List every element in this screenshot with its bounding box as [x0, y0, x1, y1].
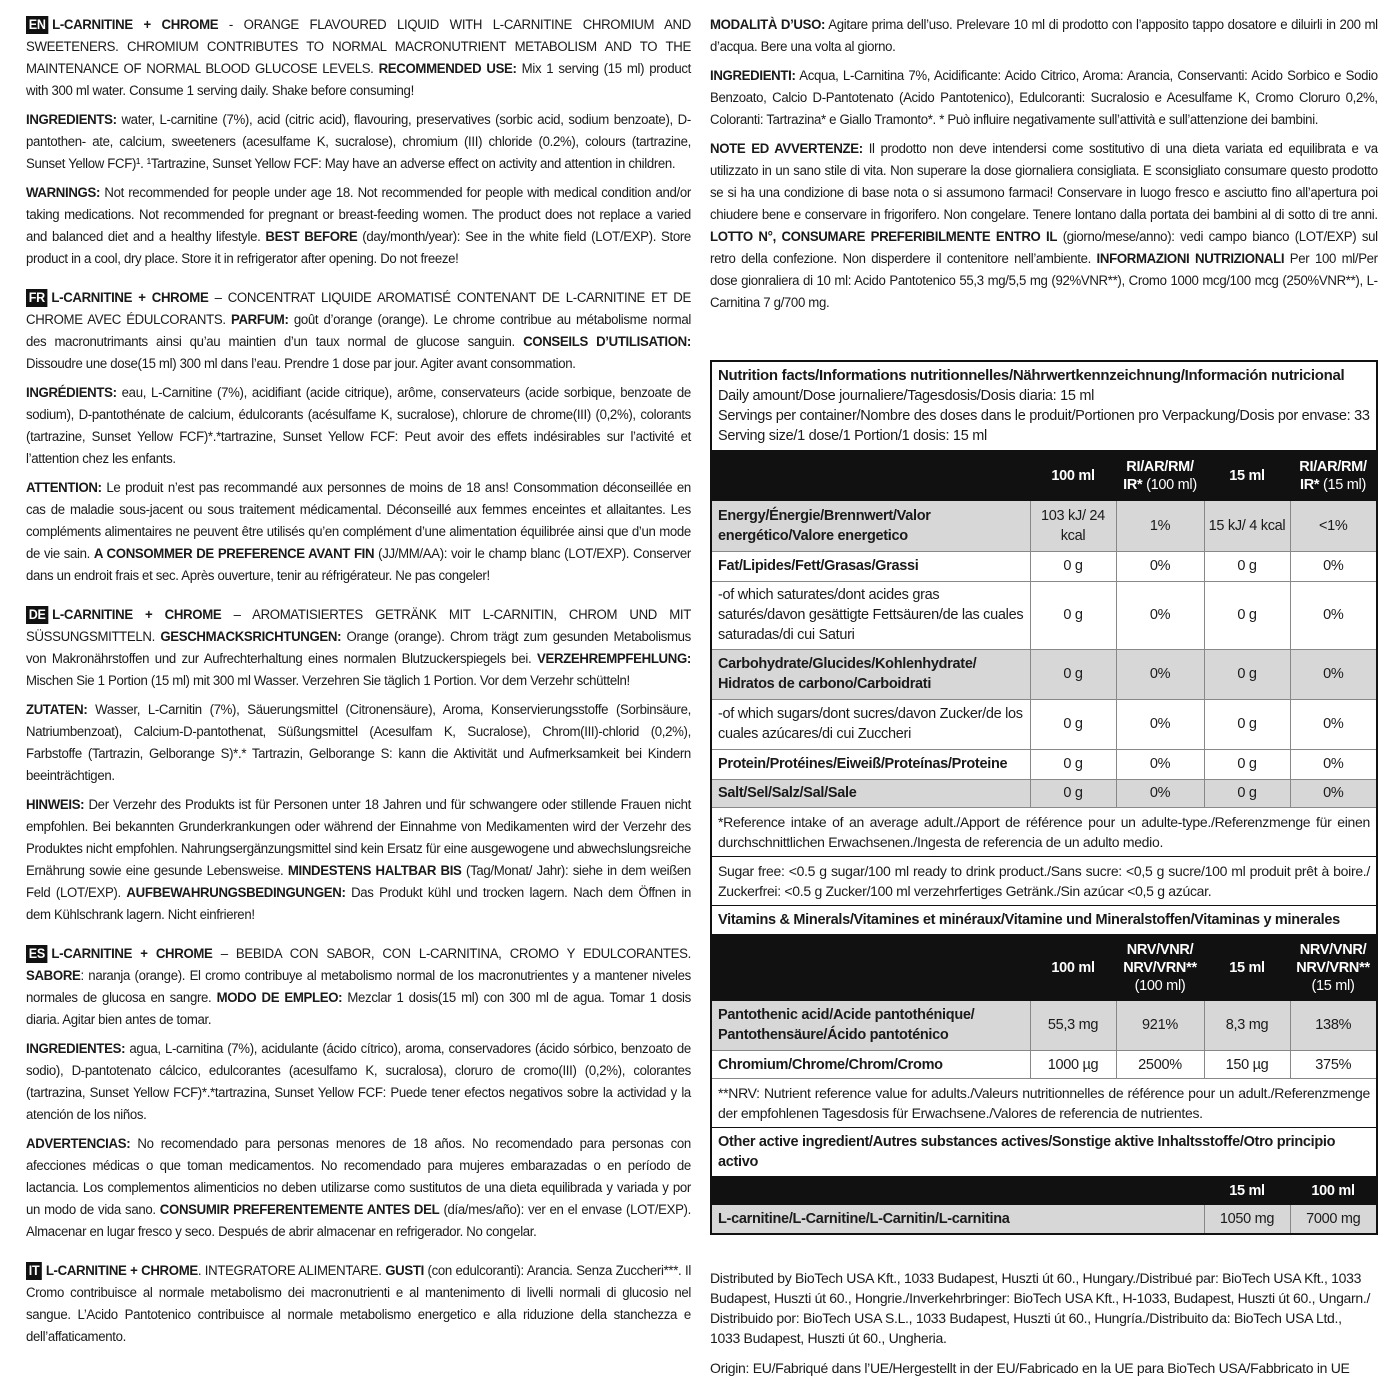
- row-ri-15: 0%: [1290, 699, 1376, 749]
- vheader-nrv-100-a: NRV/VNR/: [1126, 941, 1194, 958]
- section-fr: [26, 287, 691, 587]
- section-it-start: [26, 1260, 691, 1348]
- en-use-label: RECOMMENDED USE:: [378, 61, 517, 77]
- it-intro: [26, 1260, 691, 1348]
- en-warnings: [26, 182, 691, 270]
- vheader-nrv-15-c: (15 ml): [1311, 977, 1355, 994]
- vheader-100ml: 100 ml: [1030, 935, 1116, 1001]
- es-title: L-CARNITINE + CHROME: [51, 946, 213, 962]
- it-gusti-label: GUSTI: [385, 1263, 424, 1279]
- fr-parfum-text: goût d’orange (orange). Le chrome contribue au métabolisme normal des macronutrimants ainsi qu’au maintien d’un taux normal de glucose sanguin.: [26, 312, 691, 350]
- fr-intro-text: – CONCENTRAT LIQUIDE AROMATISÉ CONTENANT DE L-CARNITINE ET DE CHROME AVEC ÉDULCORANTS.: [26, 290, 691, 328]
- row-value-15: 1050 mg: [1204, 1205, 1290, 1233]
- row-label: Protein/Protéines/Eiweiß/Proteínas/Proteine: [712, 749, 1030, 779]
- es-sab-label: SABORE: [26, 968, 81, 984]
- header-15ml: 15 ml: [1204, 451, 1290, 501]
- de-store-text: Das Produkt kühl und trocken lagern. Nach dem Öffnen in dem Kühlschrank lagern. Nicht einfrieren!: [26, 885, 691, 923]
- en-warn-text: Not recommended for people under age 18. Not recommended for people with medical condition and/or taking medications. Not recommended for pregnant or breast-feeding women. The product does not replace a varied and balanced diet and a healthy lifestyle.: [26, 185, 691, 245]
- serving-size: Serving size/1 dose/1 Portion/1 dosis: 15 ml: [718, 428, 987, 444]
- fr-att-label: ATTENTION:: [26, 480, 102, 496]
- servings-per-container: Servings per container/Nombre des doses dans le produit/Portionen pro Verpackung/Dosis por envase: 33: [718, 408, 1370, 424]
- row-ri-15: 0%: [1290, 749, 1376, 779]
- de-gesch-label: GESCHMACKSRICHTUNGEN:: [160, 629, 342, 645]
- lang-badge-en: EN: [26, 16, 48, 34]
- en-use-text: Mix 1 serving (15 ml) product with 300 ml water. Consume 1 serving daily. Shake before consuming!: [26, 61, 691, 99]
- it-lotto-text: (giorno/mese/anno): vedi campo bianco (LOT/EXP) sul retro della confezione. Non disperdere il contenitore nell’ambiente.: [710, 229, 1378, 267]
- de-use-label: VERZEHREMPFEHLUNG:: [537, 651, 691, 667]
- row-label: Chromium/Chrome/Chrom/Cromo: [712, 1051, 1030, 1079]
- header-ri-100-a: RI/AR/RM/: [1126, 459, 1194, 475]
- row-ri-100: 0%: [1116, 581, 1204, 649]
- row-value-15: 8,3 mg: [1204, 1001, 1290, 1051]
- it-lotto-label: LOTTO N°, CONSUMARE PREFERIBILMENTE ENTRO IL: [710, 229, 1058, 245]
- other-active-title: Other active ingredient/Autres substances actives/Sonstige aktive Inhaltsstoffe/Otro principio activo: [712, 1128, 1376, 1177]
- header-ri-15: [1290, 451, 1376, 501]
- nutrition-title: Nutrition facts/Informations nutritionnelles/Nährwertkennzeichnung/Información nutricional: [718, 367, 1345, 384]
- row-value-100: 7000 mg: [1290, 1205, 1376, 1233]
- row-value-15: 0 g: [1204, 779, 1290, 807]
- it-note-label: NOTE ED AVVERTENZE:: [710, 141, 863, 157]
- es-ing-label: INGREDIENTES:: [26, 1041, 126, 1057]
- vitamin-row-chromium: [712, 1051, 1376, 1079]
- lang-badge-fr: FR: [26, 289, 48, 307]
- fr-ing-text: eau, L-Carnitine (7%), acidifiant (acide citrique), arôme, conservateurs (acide sorbique, benzoate de sodium), D-pantothénate de calcium, édulcorants (acésulfame K, sucralose), chlorure de chrome(III) (0,2%), colorants (tartrazine, Sunset Yellow FCF)*.*tartrazine, Sunset Yellow FCF: Peut avoir des effets indésirables sur l’activité et l’attention chez les enfants.: [26, 385, 691, 467]
- text-block-left: [26, 14, 691, 1348]
- row-ri-100: 0%: [1116, 699, 1204, 749]
- en-intro: [26, 14, 691, 102]
- vheader-nrv-15-a: NRV/VNR/: [1299, 941, 1367, 958]
- fr-att-text: Le produit n’est pas recommandé aux personnes de moins de 18 ans! Consommation déconseillée en cas de maladie sous-jacent ou sous traitement médicamental. Déconseillé aux femmes enceintes et allaitantes. Les compléments alimentaires ne peuvent être utilisés qu’en complément d’une alimentation équilibrée ainsi que d’un mode de vie sain.: [26, 480, 691, 562]
- vheader-nrv-100-c: (100 ml): [1134, 977, 1186, 994]
- header-blank: [712, 451, 1030, 501]
- row-nrv-100: 2500%: [1116, 1051, 1204, 1079]
- oheader-15ml: 15 ml: [1204, 1177, 1290, 1205]
- de-bb-text: (Tag/Monat/ Jahr): siehe in dem weißen Feld (LOT/EXP).: [26, 863, 691, 901]
- it-notes: [710, 138, 1378, 314]
- it-info-label: INFORMAZIONI NUTRIZIONALI: [1096, 251, 1285, 267]
- other-column-header: [712, 1177, 1376, 1205]
- en-ing-text: water, L-carnitine (7%), acid (citric acid), flavouring, preservatives (sorbic acid, sodium benzoate), D-pantothen- ate, calcium, sweeteners (acesulfame K, sucralose), chromium (III) chloride (0.2%), colours (tartrazine, Sunset Yellow FCF)¹. ¹Tartrazine, Sunset Yellow FCF: May have an adverse effect on activity and attention in children.: [26, 112, 691, 172]
- row-value-100: 0 g: [1030, 649, 1116, 699]
- row-label: Fat/Lipides/Fett/Grasas/Grassi: [712, 551, 1030, 581]
- vheader-nrv-15: [1290, 935, 1376, 1001]
- es-use-text: Mezclar 1 dosis(15 ml) con 300 ml de agua. Tomar 1 dosis diaria. Agitar bien antes de tomar.: [26, 990, 691, 1028]
- right-column: [710, 14, 1378, 321]
- fr-intro: [26, 287, 691, 375]
- de-gesch-text: Orange (orange). Chrom trägt zum gesunden Metabolismus von Makronährstoffen und zur Aufrechterhaltung eines normalen Blutzuckerspiegels bei.: [26, 629, 691, 667]
- nutrition-row-fat: [712, 551, 1376, 581]
- de-ingredients: [26, 699, 691, 787]
- de-hin-label: HINWEIS:: [26, 797, 85, 813]
- row-label: Salt/Sel/Salz/Sal/Sale: [712, 779, 1030, 807]
- de-intro-text: – AROMATISIERTES GETRÄNK MIT L-CARNITIN, CHROM UND MIT SÜSSUNGSMITTELN.: [26, 607, 691, 645]
- es-bb-label: CONSUMIR PREFERENTEMENTE ANTES DEL: [159, 1202, 440, 1218]
- reference-intake-note: *Reference intake of an average adult./Apport de référence pour un adulte-type./Referenzmenge für einen durchschnittlichen Erwachsenen./Ingesta de referencia de un adulto medio.: [712, 808, 1376, 857]
- section-de: [26, 604, 691, 926]
- row-value-100: 1000 µg: [1030, 1051, 1116, 1079]
- vheader-blank: [712, 935, 1030, 1001]
- row-label: Carbohydrate/Glucides/Kohlenhydrate/ Hidratos de carbono/Carboidrati: [712, 649, 1030, 699]
- it-note-text: Il prodotto non deve intendersi come sostitutivo di una dieta variata ed equilibrata e va utilizzato in un sano stile di vita. Non superare la dose giornaliera consigliata. E sconsigliato consumare questo prodotto se si ha una condizione di base nota o si assumono farmaci! Conservare in luogo fresco e asciutto fino all’apertura poi chiudere bene e conservare in frigorifero. Non congelare. Tenere lontano dalla portata dei bambini al di sotto di tre anni.: [710, 141, 1378, 223]
- row-value-100: 0 g: [1030, 581, 1116, 649]
- other-row-lcarnitine: [712, 1205, 1376, 1233]
- row-label: Pantothenic acid/Acide pantothénique/ Pantothensäure/Ácido pantoténico: [712, 1001, 1030, 1051]
- nutrition-row-salt: [712, 779, 1376, 807]
- row-nrv-100: 921%: [1116, 1001, 1204, 1051]
- row-label: Energy/Énergie/Brennwert/Valor energético/Valore energetico: [712, 501, 1030, 551]
- nutrition-header: [712, 362, 1376, 451]
- fr-use-label: CONSEILS D’UTILISATION:: [523, 334, 691, 350]
- es-sab-text: : naranja (orange). El cromo contribuye al metabolismo normal de los macronutrientes y a mantener niveles normales de glucosa en sangre.: [26, 968, 691, 1006]
- fr-use-text: Dissoudre une dose(15 ml) 300 ml dans l’eau. Prendre 1 dose par jour. Agiter avant consommation.: [26, 356, 576, 372]
- fr-ing-label: INGRÉDIENTS:: [26, 385, 117, 401]
- es-advertencias: [26, 1133, 691, 1243]
- oheader-blank: [712, 1177, 1204, 1205]
- nutrition-row-carbohydrate: [712, 649, 1376, 699]
- es-bb-text: (día/mes/año): ver en el envase (LOT/EXP). Almacenar en lugar fresco y seco. Después de abrir almacenar en refrigerador. No congelar.: [26, 1202, 691, 1240]
- de-bb-label: MINDESTENS HALTBAR BIS: [287, 863, 462, 879]
- lang-badge-de: DE: [26, 606, 48, 624]
- en-ing-label: INGREDIENTS:: [26, 112, 117, 128]
- es-ing-text: agua, L-carnitina (7%), acidulante (ácido cítrico), aroma, conservadores (ácido sórbico, benzoato de sodio), D-pantotenato cálcico, edulcorantes (acesulfamo K, sucralosa), cloruro de cromo(III) (0,2%), colorantes (tartrazina, Sunset Yellow FCF)*.*tartrazina, Sunset Yellow FCF: Puede tener efectos negativos sobre la actividad y la atención de los niños.: [26, 1041, 691, 1123]
- row-ri-100: 0%: [1116, 551, 1204, 581]
- de-hinweis: [26, 794, 691, 926]
- row-ri-100: 0%: [1116, 649, 1204, 699]
- row-ri-100: 0%: [1116, 779, 1204, 807]
- row-value-100: 55,3 mg: [1030, 1001, 1116, 1051]
- row-value-100: 103 kJ/ 24 kcal: [1030, 501, 1116, 551]
- nutrition-row-energy: [712, 501, 1376, 551]
- row-label: -of which sugars/dont sucres/davon Zucker/de los cuales azúcares/di cui Zuccheri: [712, 699, 1030, 749]
- left-column: [26, 14, 692, 1365]
- sugar-free-note: Sugar free: <0.5 g sugar/100 ml ready to drink product./Sans sucre: <0,5 g sucre/100 ml produit prêt à boire./ Zuckerfrei: <0.5 g Zucker/100 ml verzehrfertiges Getränk./Sin azúcar <0,5 g azúcar.: [712, 857, 1376, 906]
- row-nrv-15: 375%: [1290, 1051, 1376, 1079]
- vheader-15ml: 15 ml: [1204, 935, 1290, 1001]
- vitamin-row-pantothenic: [712, 1001, 1376, 1051]
- fr-bb-label: A CONSOMMER DE PREFERENCE AVANT FIN: [93, 546, 375, 562]
- de-store-label: AUFBEWAHRUNGSBEDINGUNGEN:: [126, 885, 346, 901]
- text-block-right: [710, 14, 1378, 314]
- vitamins-grid: [712, 935, 1376, 1080]
- vheader-nrv-100: [1116, 935, 1204, 1001]
- nutrition-table: [710, 360, 1378, 1235]
- row-ri-15: <1%: [1290, 501, 1376, 551]
- vitamins-title: Vitamins & Minerals/Vitamines et minéraux/Vitamine und Mineralstoffen/Vitaminas y minerales: [712, 906, 1376, 935]
- de-use-text: Mischen Sie 1 Portion (15 ml) mit 300 ml Wasser. Verzehren Sie täglich 1 Portion. Vor dem Verzehr schütteln!: [26, 673, 630, 689]
- it-title: L-CARNITINE + CHROME: [45, 1263, 198, 1279]
- distributor-text: Distributed by BioTech USA Kft., 1033 Budapest, Huszti út 60., Hungary./Distribué par: BioTech USA Kft., 1033 Budapest, Huszti út 60., Hongrie./Inverkehrbringer: BioTech USA Kft., H-1033, Budapest, Huszti út 60., Ungarn./ Distribuido por: BioTech USA S.L., 1033 Budapest, Huszti út 60., Hungría./Distribuito da: BioTech USA Ltd., 1033 Budapest, Huszti út 60., Ungheria.: [710, 1270, 1371, 1346]
- row-value-15: 0 g: [1204, 749, 1290, 779]
- es-intro-text: – BEBIDA CON SABOR, CON L-CARNITINA, CROMO Y EDULCORANTES.: [212, 946, 691, 962]
- fr-parfum-label: PARFUM:: [230, 312, 289, 328]
- nutrition-grid: [712, 451, 1376, 808]
- de-hin-text: Der Verzehr des Produkts ist für Personen unter 18 Jahren und für schwangere oder stillende Frauen nicht empfohlen. Bei bekannten Grunderkrankungen oder während der Einnahme von Medikamenten wird der Verzehr des Produktes nicht empfohlen. Nahrungsergänzungsmittel sind kein Ersatz für eine ausgewogene und abwechslungsreiche Ernährung sowie eine gesunde Lebensweise.: [26, 797, 691, 879]
- vheader-nrv-15-b: NRV/VRN**: [1296, 959, 1370, 976]
- en-title: L-CARNITINE + CHROME: [52, 17, 219, 33]
- row-label: -of which saturates/dont acides gras saturés/davon gesättigte Fettsäuren/de las cuales saturadas/di cui Saturi: [712, 581, 1030, 649]
- en-intro-text: - ORANGE FLAVOURED LIQUID WITH L-CARNITINE CHROMIUM AND SWEETENERS. CHROMIUM CONTRIBUTES TO NORMAL MACRONUTRIENT METABOLISM AND TO THE MAINTENANCE OF NORMAL BLOOD GLUCOSE LEVELS.: [26, 17, 691, 77]
- row-ri-15: 0%: [1290, 581, 1376, 649]
- header-ri-15-c: (15 ml): [1319, 477, 1366, 493]
- fr-ingredients: [26, 382, 691, 470]
- de-ing-label: ZUTATEN:: [26, 702, 88, 718]
- section-es: [26, 943, 691, 1243]
- oheader-100ml: 100 ml: [1290, 1177, 1376, 1205]
- fr-bb-text: (JJ/MM/AA): voir le champ blanc (LOT/EXP). Conserver dans un endroit frais et sec. Après ouverture, tenir au réfrigérateur. Ne pas congeler!: [26, 546, 691, 584]
- header-ri-15-a: RI/AR/RM/: [1299, 459, 1367, 475]
- other-active-grid: [712, 1177, 1376, 1233]
- row-ri-15: 0%: [1290, 649, 1376, 699]
- nutrition-row-saturates: [712, 581, 1376, 649]
- vitamins-column-header: [712, 935, 1376, 1001]
- row-value-15: 150 µg: [1204, 1051, 1290, 1079]
- row-value-15: 15 kJ/ 4 kcal: [1204, 501, 1290, 551]
- it-info-text: Per 100 ml/Per dose gionraliera di 10 ml: Acido Pantotenico 55,3 mg/5,5 mg (92%VNR**), Cromo 1000 mcg/100 mcg (250%VNR**), L-Carnitina 7 g/700 mg.: [710, 251, 1378, 311]
- row-value-15: 0 g: [1204, 551, 1290, 581]
- es-use-label: MODO DE EMPLEO:: [216, 990, 343, 1006]
- row-value-100: 0 g: [1030, 551, 1116, 581]
- it-use-text: Agitare prima dell’uso. Prelevare 10 ml di prodotto con l’apposito tappo dosatore e diluirli in 200 ml d’acqua. Bere una volta al giorno.: [710, 17, 1378, 55]
- lang-badge-it: IT: [26, 1262, 42, 1280]
- header-ri-100-b: IR*: [1123, 477, 1143, 493]
- es-ingredients: [26, 1038, 691, 1126]
- it-usage: [710, 14, 1378, 58]
- en-bb-text: (day/month/year): See in the white field (LOT/EXP). Store product in a cool, dry place. Store it in refrigerator after opening. Do not freeze!: [26, 229, 691, 267]
- it-ingredients: [710, 65, 1378, 131]
- es-intro: [26, 943, 691, 1031]
- it-intro-text: . INTEGRATORE ALIMENTARE.: [197, 1263, 382, 1279]
- en-ingredients: [26, 109, 691, 175]
- nutrition-row-protein: [712, 749, 1376, 779]
- en-warn-label: WARNINGS:: [26, 185, 101, 201]
- row-value-100: 0 g: [1030, 779, 1116, 807]
- lang-badge-es: ES: [26, 945, 48, 963]
- row-value-15: 0 g: [1204, 649, 1290, 699]
- it-ing-label: INGREDIENTI:: [710, 68, 796, 84]
- es-adv-label: ADVERTENCIAS:: [26, 1136, 131, 1152]
- de-ing-text: Wasser, L-Carnitin (7%), Säuerungsmittel (Citronensäure), Aroma, Konservierungsstoffe (Sorbinsäure, Natriumbenzoat), Calcium-D-pantothenat, Süßungsmittel (Acesulfam K, Sucralose), Chrom(III)-chlorid (0,2%), Farbstoffe (Tartrazin, Gelborange S)*.* Tartrazin, Gelborange S: kann die Aktivität und Aufmerksamkeit bei Kindern beeinträchtigen.: [26, 702, 691, 784]
- row-ri-100: 0%: [1116, 749, 1204, 779]
- header-100ml: 100 ml: [1030, 451, 1116, 501]
- nrv-note: **NRV: Nutrient reference value for adults./Valeurs nutritionnelles de référence pour un adult./Referenzmenge der empfohlenen Tagesdosis für Erwachsene./Valores de referencia de nutrientes.: [712, 1079, 1376, 1128]
- row-ri-15: 0%: [1290, 551, 1376, 581]
- en-bb-label: BEST BEFORE: [265, 229, 358, 245]
- it-gusti-text: (con edulcoranti): Arancia. Senza Zuccheri***. Il Cromo contribuisce al normale metabolismo dei macronutrienti e al mantenimento di livelli normali di glucosio nel sangue. L’Acido Pantotenico contribuisce al normale metabolismo energetico e alla riduzione della stanchezza e dell’affaticamento.: [26, 1263, 691, 1345]
- row-value-15: 0 g: [1204, 581, 1290, 649]
- header-ri-100: [1116, 451, 1204, 501]
- nutrition-column-header: [712, 451, 1376, 501]
- it-use-label: MODALITÀ D’USO:: [710, 17, 826, 33]
- fr-title: L-CARNITINE + CHROME: [51, 290, 209, 306]
- fr-attention: [26, 477, 691, 587]
- origin-text: Origin: EU/Fabriqué dans l’UE/Hergestellt in der EU/Fabricado en la UE para BioTech USA/Fabbricato in UE: [710, 1360, 1350, 1376]
- row-value-100: 0 g: [1030, 699, 1116, 749]
- header-ri-15-b: IR*: [1300, 477, 1320, 493]
- it-ing-text: Acqua, L-Carnitina 7%, Acidificante: Acido Citrico, Aroma: Arancia, Conservanti: Acido Sorbico e Sodio Benzoato, Calcio D-Pantotenato (Acido Pantotenico), Edulcoranti: Sucralosio e Acesulfame K, Cromo Cloruro 0,2%, Coloranti: Tartrazina* e Giallo Tramonto*. * Può influire negativamente sull’attività e sull’attenzione dei bambini.: [710, 68, 1378, 128]
- row-nrv-15: 138%: [1290, 1001, 1376, 1051]
- header-ri-100-c: (100 ml): [1142, 477, 1197, 493]
- row-value-15: 0 g: [1204, 699, 1290, 749]
- nutrition-row-sugars: [712, 699, 1376, 749]
- row-value-100: 0 g: [1030, 749, 1116, 779]
- vheader-nrv-100-b: NRV/VRN**: [1123, 959, 1197, 976]
- de-intro: [26, 604, 691, 692]
- row-ri-100: 1%: [1116, 501, 1204, 551]
- section-en: [26, 14, 691, 270]
- daily-amount: Daily amount/Dose journaliere/Tagesdosis/Dosis diaria: 15 ml: [718, 388, 1095, 404]
- row-label: L-carnitine/L-Carnitine/L-Carnitin/L-carnitina: [718, 1211, 1010, 1227]
- de-title: L-CARNITINE + CHROME: [52, 607, 222, 623]
- row-ri-15: 0%: [1290, 779, 1376, 807]
- es-adv-text: No recomendado para personas menores de 18 años. No recomendado para personas con afecciones médicas o que toman medicamentos. No recomendado para mujeres embarazadas o en período de lactancia. Los complementos alimenticios no deben utilizarse como sustitutos de una dieta equilibrada y variada y por un modo de vida sano.: [26, 1136, 691, 1218]
